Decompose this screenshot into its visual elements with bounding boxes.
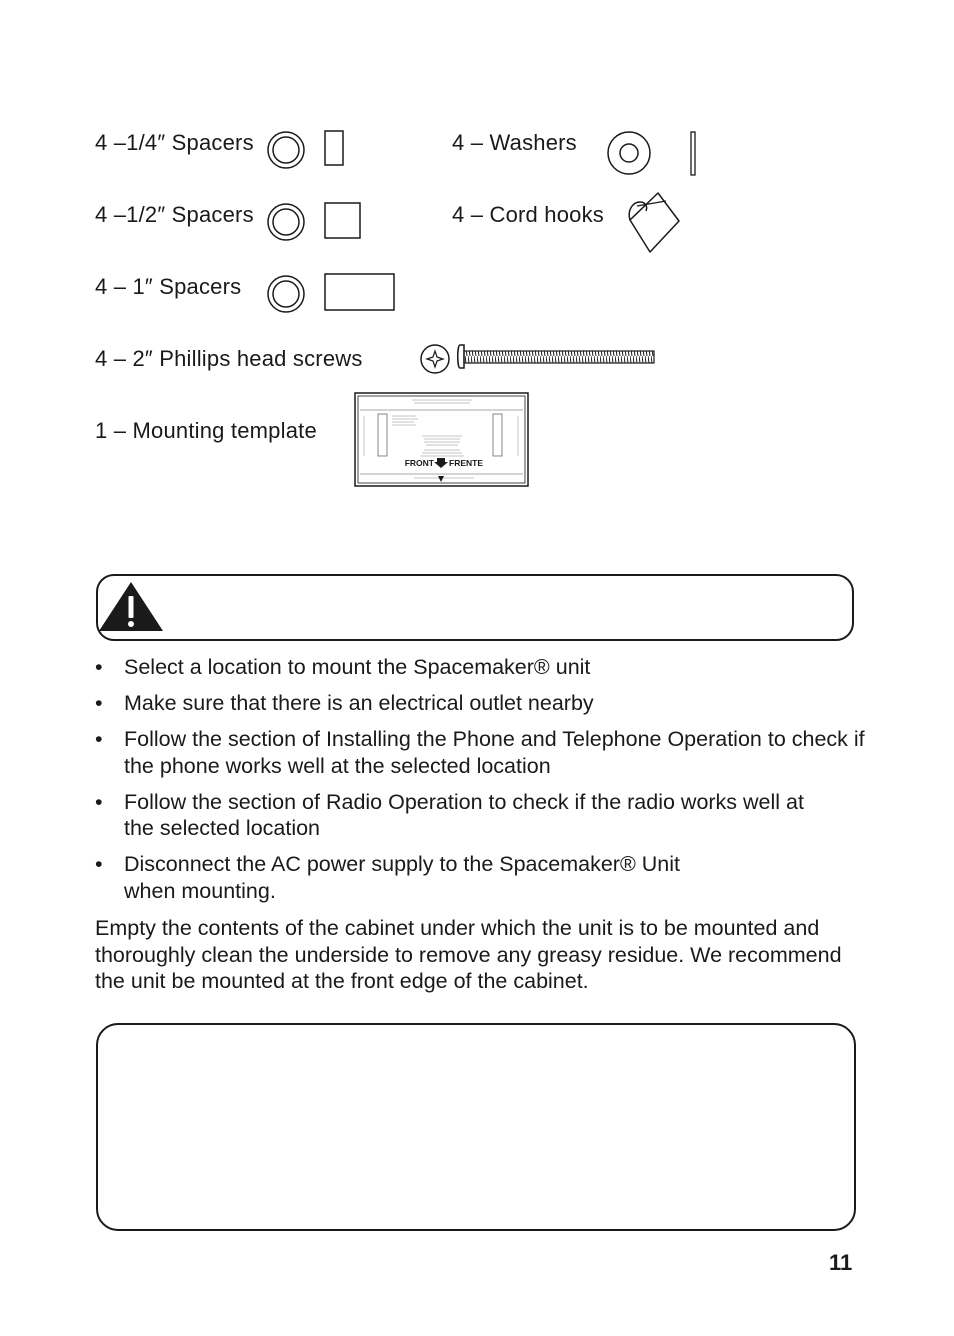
washer-side-icon bbox=[688, 130, 700, 178]
list-item bbox=[95, 690, 865, 717]
bullet-icon: • bbox=[95, 852, 103, 876]
preparation-checklist bbox=[95, 654, 865, 914]
page-number: 11 bbox=[829, 1250, 853, 1275]
bullet-icon: • bbox=[95, 655, 103, 679]
template-frente-label: FRENTE bbox=[449, 458, 483, 468]
list-item-text: Disconnect the AC power supply to the Spacemaker® Unit when mounting. bbox=[124, 852, 681, 903]
list-item-text: Make sure that there is an electrical outlet nearby bbox=[124, 691, 594, 715]
part-label-template: 1 – Mounting template bbox=[95, 418, 317, 443]
warning-triangle-icon bbox=[98, 580, 166, 634]
spacer-ring-icon bbox=[266, 274, 306, 314]
cabinet-cleaning-paragraph: Empty the contents of the cabinet under which the unit is to be mounted and thoroughly clean the underside to remove any greasy residue. We recommend the unit be mounted at the front edge of the cabinet. bbox=[95, 916, 842, 993]
warning-box bbox=[96, 574, 854, 641]
screw-side-icon bbox=[456, 342, 660, 372]
list-item bbox=[95, 851, 865, 904]
spacer-ring-icon bbox=[266, 202, 306, 242]
part-label-washers: 4 – Washers bbox=[452, 130, 577, 155]
spacer-side-icon bbox=[324, 202, 364, 242]
part-label-spacer-one: 4 – 1″ Spacers bbox=[95, 274, 242, 299]
bullet-icon: • bbox=[95, 789, 103, 814]
bullet-icon: • bbox=[95, 691, 103, 715]
part-label-screws: 4 – 2″ Phillips head screws bbox=[95, 346, 363, 371]
spacer-side-icon bbox=[324, 130, 346, 168]
part-label-cord-hooks: 4 – Cord hooks bbox=[452, 202, 604, 227]
part-label-spacer-half: 4 –1/2″ Spacers bbox=[95, 202, 254, 227]
phillips-screw-head-icon bbox=[419, 343, 453, 377]
list-item bbox=[95, 789, 865, 842]
list-item-text: Follow the section of Installing the Phone and Telephone Operation to check if the phone works well at the selected location bbox=[124, 727, 865, 778]
list-item-text: Select a location to mount the Spacemaker® unit bbox=[124, 655, 591, 679]
list-item-text: Follow the section of Radio Operation to check if the radio works well at the selected location bbox=[124, 789, 804, 840]
bullet-icon: • bbox=[95, 727, 103, 751]
note-box bbox=[96, 1023, 856, 1231]
spacer-ring-icon bbox=[266, 130, 306, 170]
template-front-label: FRONT bbox=[404, 458, 434, 468]
part-label-spacer-quarter: 4 –1/4″ Spacers bbox=[95, 130, 254, 155]
list-item bbox=[95, 726, 865, 779]
washer-icon bbox=[606, 130, 652, 176]
list-item bbox=[95, 654, 865, 681]
mounting-template-icon bbox=[354, 392, 532, 490]
spacer-side-icon bbox=[324, 273, 398, 313]
cord-hook-icon bbox=[624, 188, 684, 258]
